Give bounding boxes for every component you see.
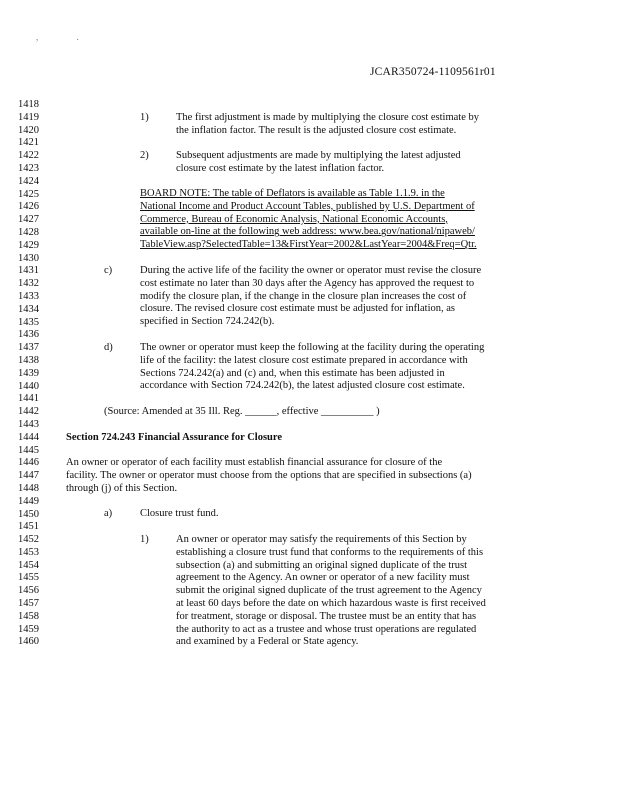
- text-line: the authority to act as a trustee and whose trust operations are regulated: [176, 623, 477, 635]
- line-number: 1432: [18, 278, 39, 290]
- board-note: [140, 188, 477, 252]
- line-number: 1429: [18, 239, 39, 251]
- line-number: 1422: [18, 150, 39, 162]
- line-number: 1454: [18, 559, 39, 571]
- item-1-label: 1): [140, 112, 149, 123]
- item-c-label: c): [104, 265, 113, 276]
- line-number: 1459: [18, 623, 39, 635]
- text-line: National Income and Product Account Tables, published by U.S. Department of: [140, 200, 475, 212]
- text-line: An owner or operator may satisfy the requirements of this Section by: [176, 534, 467, 545]
- item-a-text: Closure trust fund.: [140, 508, 219, 519]
- line-number: 1434: [18, 303, 39, 315]
- item-2-label: 2): [140, 150, 149, 161]
- line-number: 1439: [18, 367, 39, 379]
- item-d-label: d): [104, 342, 113, 353]
- line-number: 1450: [18, 508, 39, 520]
- line-number: 1419: [18, 111, 39, 123]
- section-intro: [66, 457, 472, 495]
- line-number: 1438: [18, 354, 39, 366]
- scan-marks: , .: [36, 32, 97, 42]
- text-line: facility. The owner or operator must choose from the options that are specified in subsections (a): [66, 469, 472, 481]
- item-a1-text: [176, 534, 486, 649]
- line-number: 1449: [18, 495, 39, 507]
- line-number: 1442: [18, 406, 39, 418]
- line-number: 1425: [18, 188, 39, 200]
- line-number: 1426: [18, 201, 39, 213]
- line-number: 1437: [18, 342, 39, 354]
- text-line: closure cost estimate by the latest inflation factor.: [176, 162, 385, 174]
- item-a1-label: 1): [140, 534, 149, 545]
- text-line: for treatment, storage or disposal. The trustee must be an entity that has: [176, 610, 477, 622]
- text-line: Commerce, Bureau of Economic Analysis, National Economic Accounts,: [140, 213, 448, 225]
- line-number: 1452: [18, 534, 39, 546]
- text-line: Sections 724.242(a) and (c) and, when this estimate has been adjusted in: [140, 367, 445, 379]
- line-number: 1458: [18, 610, 39, 622]
- text-line: accordance with Section 724.242(b), the latest adjusted closure cost estimate.: [140, 380, 465, 392]
- source-note: (Source: Amended at 35 Ill. Reg. ______, effective __________ ): [104, 406, 380, 417]
- line-number: 1436: [18, 329, 39, 341]
- line-number: 1428: [18, 226, 39, 238]
- text-line: at least 60 days before the date on which hazardous waste is first received: [176, 597, 486, 609]
- text-line: The owner or operator must keep the following at the facility during the operating: [140, 342, 485, 353]
- line-number: 1420: [18, 124, 39, 136]
- line-number: 1418: [18, 99, 39, 110]
- text-line: The first adjustment is made by multiplying the closure cost estimate by: [176, 112, 479, 123]
- text-line: cost estimate no later than 30 days after the Agency has approved the request to: [140, 277, 475, 289]
- line-number: 1435: [18, 316, 39, 328]
- text-line: TableView.asp?SelectedTable=13&FirstYear=2002&LastYear=2004&Freq=Qtr.: [140, 239, 477, 251]
- line-number: 1423: [18, 162, 39, 174]
- item-c-text: [140, 265, 481, 329]
- text-line: establishing a closure trust fund that conforms to the requirements of this: [176, 546, 484, 558]
- line-number: 1431: [18, 265, 39, 277]
- text-line: specified in Section 724.242(b).: [140, 316, 275, 328]
- text-line: and examined by a Federal or State agency.: [176, 636, 359, 648]
- line-number: 1443: [18, 418, 39, 430]
- line-number: 1421: [18, 137, 39, 149]
- text-line: modify the closure plan, if the change in the closure plan increases the cost of: [140, 290, 467, 302]
- line-number: 1460: [18, 636, 39, 648]
- line-number: 1447: [18, 470, 39, 482]
- item-d-text: [140, 342, 484, 393]
- item-1-text: [176, 112, 479, 138]
- item-a-label: a): [104, 508, 113, 519]
- text-line: Subsequent adjustments are made by multiplying the latest adjusted: [176, 150, 461, 161]
- line-number: 1445: [18, 444, 39, 456]
- line-number: 1433: [18, 290, 39, 302]
- line-number: 1457: [18, 598, 39, 610]
- line-number: 1456: [18, 585, 39, 597]
- text-line: During the active life of the facility the owner or operator must revise the closure: [140, 265, 482, 276]
- text-line: An owner or operator of each facility must establish financial assurance for closure of the: [66, 457, 443, 468]
- line-number: 1446: [18, 457, 39, 469]
- text-line: subsection (a) and submitting an original signed duplicate of the trust: [176, 559, 468, 571]
- line-number: 1441: [18, 393, 39, 405]
- text-line: through (j) of this Section.: [66, 482, 178, 494]
- document-header-id: JCAR350724-1109561r01: [370, 66, 496, 78]
- line-number: 1444: [18, 431, 39, 443]
- text-line: closure. The revised closure cost estimate must be adjusted for inflation, as: [140, 303, 456, 315]
- line-number-column: [18, 99, 50, 649]
- text-line: BOARD NOTE: The table of Deflators is available as Table 1.1.9. in the: [140, 188, 445, 199]
- line-number: 1430: [18, 252, 39, 264]
- line-number: 1448: [18, 482, 39, 494]
- line-number: 1451: [18, 521, 39, 533]
- text-line: submit the original signed duplicate of the trust agreement to the Agency: [176, 585, 482, 597]
- text-line: available on-line at the following web address: www.bea.gov/national/nipaweb/: [140, 226, 475, 238]
- text-line: agreement to the Agency. An owner or operator of a new facility must: [176, 572, 470, 584]
- line-number: 1424: [18, 175, 39, 187]
- line-number: 1453: [18, 546, 39, 558]
- section-heading: Section 724.243 Financial Assurance for Closure: [66, 432, 283, 443]
- text-line: the inflation factor. The result is the adjusted closure cost estimate.: [176, 124, 457, 136]
- line-number: 1440: [18, 380, 39, 392]
- item-2-text: [176, 150, 461, 176]
- line-number: 1455: [18, 572, 39, 584]
- line-number: 1427: [18, 214, 39, 226]
- text-line: life of the facility: the latest closure cost estimate prepared in accordance with: [140, 354, 468, 366]
